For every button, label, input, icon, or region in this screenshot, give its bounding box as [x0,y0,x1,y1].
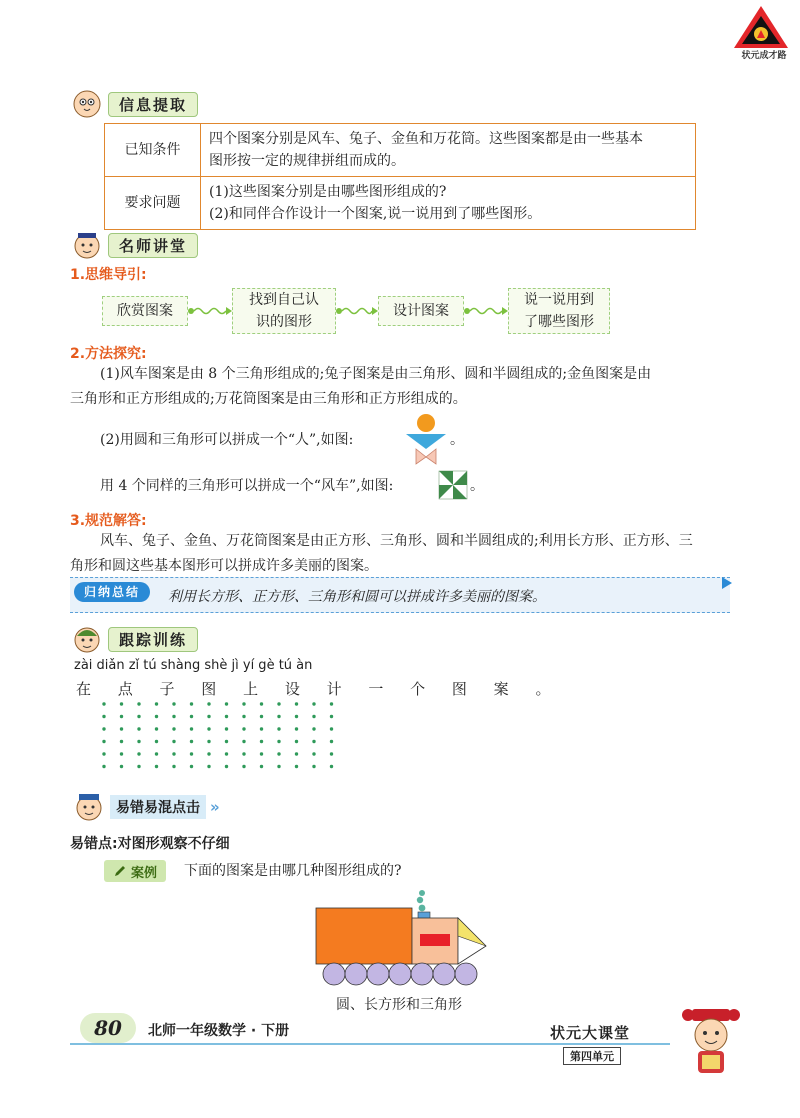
doctor-mascot-icon [72,790,106,824]
grid-dot[interactable] [172,765,175,768]
flow-box-appreciate: 欣赏图案 [102,296,188,326]
grid-dot[interactable] [120,752,123,755]
grid-dot[interactable] [207,740,210,743]
case-badge [104,860,166,882]
grid-dot[interactable] [242,715,245,718]
grid-dot[interactable] [295,752,298,755]
practice-instruction: 在 点 子 图 上 设 计 一 个 图 案 。 [76,680,562,698]
grid-dot[interactable] [277,765,280,768]
grid-dot[interactable] [295,702,298,705]
flow-connector-icon [188,304,232,318]
info-section-header [72,89,198,119]
flow-box-find-shapes [232,288,336,334]
mistake-section-title: 易错易混点击 [110,795,206,819]
flow-connector-icon [464,304,508,318]
grid-dot[interactable] [312,752,315,755]
flow-connector-icon [336,304,378,318]
summary-badge: 归纳总结 [74,582,150,602]
footer-divider [70,1043,670,1045]
grid-dot[interactable] [172,715,175,718]
scholar-mascot-icon [680,1005,742,1077]
mistake-section-header [72,790,220,824]
grid-dot[interactable] [190,715,193,718]
method-person-end: 。 [450,432,464,448]
mistake-point: 易错点:对图形观察不仔细 [70,836,230,852]
grid-dot[interactable] [330,765,333,768]
table-row-label: 要求问题 [105,177,201,230]
answer-paragraph-line: 风车、兔子、金鱼、万花筒图案是由正方形、三角形、圆和半圆组成的;利用长方形、正方形、三 [100,533,693,549]
practice-section-header [72,624,198,654]
practice-section-title: 跟踪训练 [108,627,198,652]
flow-box-line: 识的图形 [256,314,312,330]
grid-dot[interactable] [137,752,140,755]
method-windmill-end: 。 [470,478,484,494]
table-row-label: 已知条件 [105,124,201,177]
grid-dot[interactable] [330,752,333,755]
grid-dot[interactable] [120,740,123,743]
grid-dot[interactable] [277,702,280,705]
table-row-content [201,124,696,177]
grid-dot[interactable] [242,765,245,768]
lecture-section-header [72,230,198,260]
table-line: 四个图案分别是风车、兔子、金鱼和万花筒。这些图案都是由一些基本 [209,131,643,147]
method-paragraph-line: (1)风车图案是由 8 个三角形组成的;兔子图案是由三角形、圆和半圆组成的;金鱼图案是由 [100,366,652,382]
brand-title: 状元大课堂 [550,1024,631,1042]
grid-dot[interactable] [120,702,123,705]
grid-dot[interactable] [312,702,315,705]
grid-dot[interactable] [102,715,105,718]
figure-caption: 圆、长方形和三角形 [336,997,462,1013]
table-line: (1)这些图案分别是由哪些图形组成的? [209,184,447,200]
grid-dot[interactable] [312,765,315,768]
table-line: 图形按一定的规律拼组而成的。 [209,153,405,169]
grid-dot[interactable] [207,727,210,730]
grid-dot[interactable] [207,765,210,768]
grid-dot[interactable] [155,702,158,705]
grid-dot[interactable] [190,727,193,730]
table-row [105,124,696,177]
windmill-shape-figure [438,470,468,500]
grid-dot[interactable] [260,702,263,705]
grid-dot[interactable] [207,715,210,718]
book-title: 北师一年级数学 · 下册 [148,1023,290,1039]
grid-dot[interactable] [102,702,105,705]
grid-dot[interactable] [225,715,228,718]
grid-dot[interactable] [120,727,123,730]
grid-dot[interactable] [155,727,158,730]
grid-dot[interactable] [225,727,228,730]
grid-dot[interactable] [137,765,140,768]
grid-dot[interactable] [260,727,263,730]
grid-dot[interactable] [225,765,228,768]
grid-dot[interactable] [155,752,158,755]
grid-dot[interactable] [312,715,315,718]
grid-dot[interactable] [207,702,210,705]
method-person-text: (2)用圆和三角形可以拼成一个“人”,如图: [100,432,354,448]
grid-dot[interactable] [260,752,263,755]
teacher-mascot-icon [72,230,102,260]
table-line: (2)和同伴合作设计一个图案,说一说用到了哪些图形。 [209,206,542,222]
grid-dot[interactable] [330,715,333,718]
grid-dot[interactable] [120,715,123,718]
flow-box-line: 找到自己认 [249,292,319,308]
grid-dot[interactable] [242,727,245,730]
grid-dot[interactable] [330,702,333,705]
grid-dot[interactable] [312,727,315,730]
method-heading: 2.方法探究: [70,346,147,362]
grid-dot[interactable] [137,715,140,718]
grid-dot[interactable] [260,715,263,718]
grid-dot[interactable] [277,752,280,755]
brand-logo-text: 状元成才路 [741,51,787,61]
grid-dot[interactable] [102,752,105,755]
grid-dot[interactable] [137,702,140,705]
grid-dot[interactable] [277,727,280,730]
arrow-right-icon [722,577,732,589]
grid-dot[interactable] [155,765,158,768]
page-number: 80 [80,1013,136,1043]
grid-dot[interactable] [172,740,175,743]
grid-dot[interactable] [207,752,210,755]
owl-mascot-icon [72,89,102,119]
person-shape-figure [404,413,450,465]
flow-box-line: 了哪些图形 [524,314,594,330]
grid-dot[interactable] [137,727,140,730]
grid-dot[interactable] [295,715,298,718]
grid-dot[interactable] [225,702,228,705]
train-shape-figure [310,888,496,988]
grid-dot[interactable] [137,740,140,743]
unit-label: 第四单元 [563,1047,621,1065]
grid-dot[interactable] [172,752,175,755]
grid-dot[interactable] [190,752,193,755]
method-windmill-text: 用 4 个同样的三角形可以拼成一个“风车”,如图: [100,478,394,494]
grid-dot[interactable] [190,702,193,705]
flow-box-line: 说一说用到 [524,292,594,308]
table-row [105,177,696,230]
grid-dot[interactable] [172,702,175,705]
table-row-content [201,177,696,230]
grid-dot[interactable] [277,740,280,743]
dot-grid[interactable] [100,700,350,770]
grid-dot[interactable] [102,740,105,743]
flow-box-describe [508,288,610,334]
grid-dot[interactable] [260,765,263,768]
grid-dot[interactable] [190,765,193,768]
info-table [104,123,696,230]
grid-dot[interactable] [172,727,175,730]
flow-box-design: 设计图案 [378,296,464,326]
info-section-title: 信息提取 [108,92,198,117]
grid-dot[interactable] [242,752,245,755]
double-chevron-icon: » [210,798,220,816]
grid-dot[interactable] [225,740,228,743]
case-label: 案例 [130,865,157,881]
method-paragraph-line: 三角形和正方形组成的;万花筒图案是由三角形和正方形组成的。 [70,391,467,407]
lecture-section-title: 名师讲堂 [108,233,198,258]
grid-dot[interactable] [295,740,298,743]
pencil-icon [113,864,127,878]
grid-dot[interactable] [155,715,158,718]
grid-dot[interactable] [260,740,263,743]
case-question: 下面的图案是由哪几种图形组成的? [184,863,402,879]
grid-dot[interactable] [330,740,333,743]
grid-dot[interactable] [225,752,228,755]
grid-dot[interactable] [312,740,315,743]
grid-dot[interactable] [277,715,280,718]
answer-heading: 3.规范解答: [70,513,147,529]
grid-dot[interactable] [155,740,158,743]
grid-dot[interactable] [330,727,333,730]
answer-paragraph-line: 角形和圆这些基本图形可以拼成许多美丽的图案。 [70,558,378,574]
grid-dot[interactable] [102,727,105,730]
grid-dot[interactable] [242,740,245,743]
grid-dot[interactable] [295,727,298,730]
guide-heading: 1.思维导引: [70,267,147,283]
grid-dot[interactable] [102,765,105,768]
grid-dot[interactable] [190,740,193,743]
summary-text: 利用长方形、正方形、三角形和圆可以拼成许多美丽的图案。 [168,589,546,605]
grid-dot[interactable] [242,702,245,705]
practice-mascot-icon [72,624,102,654]
grid-dot[interactable] [295,765,298,768]
grid-dot[interactable] [120,765,123,768]
practice-pinyin: zài diǎn zǐ tú shàng shè jì yí gè tú àn [74,658,313,673]
